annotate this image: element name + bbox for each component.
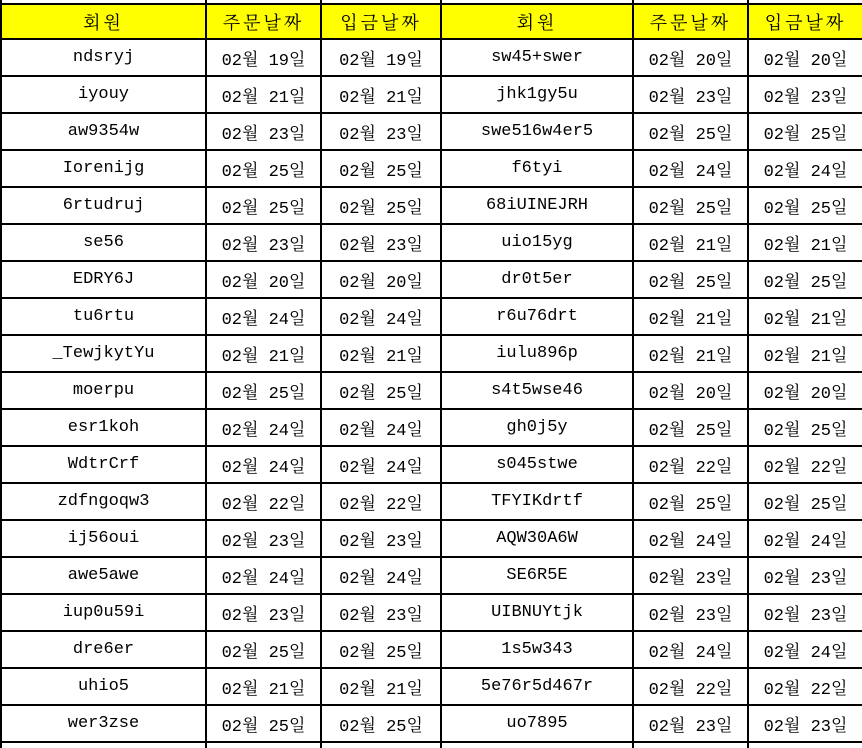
- member-cell[interactable]: AQW30A6W: [441, 520, 633, 557]
- deposit-date-cell[interactable]: 02월 25일: [748, 261, 862, 298]
- order-date-cell[interactable]: 02월 25일: [206, 187, 321, 224]
- header-deposit-date-right[interactable]: 입금날짜: [748, 4, 862, 39]
- order-date-cell[interactable]: 02월 23일: [633, 557, 748, 594]
- deposit-date-cell[interactable]: 02월 23일: [321, 224, 441, 261]
- table-row: [1, 113, 862, 150]
- deposit-date-cell[interactable]: 02월 22일: [748, 446, 862, 483]
- order-date-cell[interactable]: 02월 20일: [206, 261, 321, 298]
- member-cell[interactable]: tu6rtu: [1, 298, 206, 335]
- order-date-cell[interactable]: 02월 21일: [206, 76, 321, 113]
- deposit-date-cell[interactable]: 02월 23일: [748, 594, 862, 631]
- order-date-cell[interactable]: 02월 24일: [206, 557, 321, 594]
- deposit-date-cell[interactable]: 02월 23일: [748, 76, 862, 113]
- member-cell[interactable]: se56: [1, 224, 206, 261]
- member-cell[interactable]: TFYIKdrtf: [441, 483, 633, 520]
- member-cell[interactable]: 68iUINEJRH: [441, 187, 633, 224]
- member-cell[interactable]: 6rtudruj: [1, 187, 206, 224]
- member-cell[interactable]: zdfngoqw3: [1, 483, 206, 520]
- deposit-date-cell[interactable]: 02월 21일: [321, 335, 441, 372]
- member-cell[interactable]: esr1koh: [1, 409, 206, 446]
- table-row: [1, 483, 862, 520]
- partial-cell: [1, 742, 206, 748]
- deposit-date-cell[interactable]: 02월 19일: [321, 39, 441, 76]
- member-cell[interactable]: uhio5: [1, 668, 206, 705]
- order-date-cell[interactable]: 02월 25일: [633, 409, 748, 446]
- header-row: [1, 4, 862, 39]
- member-cell[interactable]: dre6er: [1, 631, 206, 668]
- table-row: [1, 76, 862, 113]
- header-member-right[interactable]: 회원: [441, 4, 633, 39]
- member-cell[interactable]: WdtrCrf: [1, 446, 206, 483]
- order-date-cell[interactable]: 02월 25일: [206, 705, 321, 742]
- order-date-cell[interactable]: 02월 20일: [633, 39, 748, 76]
- table-row: [1, 446, 862, 483]
- partial-cell: [633, 742, 748, 748]
- order-date-cell[interactable]: 02월 22일: [633, 668, 748, 705]
- table-row: [1, 187, 862, 224]
- order-date-cell[interactable]: 02월 25일: [206, 372, 321, 409]
- order-date-cell[interactable]: 02월 24일: [206, 298, 321, 335]
- member-cell[interactable]: iyouy: [1, 76, 206, 113]
- order-date-cell[interactable]: 02월 21일: [633, 224, 748, 261]
- table-row: [1, 520, 862, 557]
- deposit-date-cell[interactable]: 02월 25일: [321, 631, 441, 668]
- table-row: [1, 631, 862, 668]
- member-cell[interactable]: sw45+swer: [441, 39, 633, 76]
- table-row: [1, 705, 862, 742]
- member-cell[interactable]: f6tyi: [441, 150, 633, 187]
- deposit-date-cell[interactable]: 02월 23일: [321, 594, 441, 631]
- deposit-date-cell[interactable]: 02월 25일: [321, 372, 441, 409]
- order-date-cell[interactable]: 02월 19일: [206, 39, 321, 76]
- order-date-cell[interactable]: 02월 21일: [206, 335, 321, 372]
- deposit-date-cell[interactable]: 02월 25일: [748, 409, 862, 446]
- member-cell[interactable]: iulu896p: [441, 335, 633, 372]
- deposit-date-cell[interactable]: 02월 23일: [321, 113, 441, 150]
- deposit-date-cell[interactable]: 02월 25일: [748, 483, 862, 520]
- table-row: [1, 668, 862, 705]
- deposit-date-cell[interactable]: 02월 24일: [748, 520, 862, 557]
- deposit-date-cell[interactable]: 02월 21일: [748, 298, 862, 335]
- member-cell[interactable]: SE6R5E: [441, 557, 633, 594]
- deposit-date-cell[interactable]: 02월 24일: [321, 409, 441, 446]
- header-order-date-right[interactable]: 주문날짜: [633, 4, 748, 39]
- order-date-cell[interactable]: 02월 23일: [206, 520, 321, 557]
- deposit-date-cell[interactable]: 02월 21일: [748, 224, 862, 261]
- order-date-cell[interactable]: 02월 22일: [206, 483, 321, 520]
- table-row: [1, 298, 862, 335]
- order-date-cell[interactable]: 02월 20일: [633, 372, 748, 409]
- deposit-date-cell[interactable]: 02월 24일: [748, 631, 862, 668]
- order-date-cell[interactable]: 02월 23일: [206, 113, 321, 150]
- member-cell[interactable]: iup0u59i: [1, 594, 206, 631]
- cutoff-row-bottom: [1, 742, 862, 748]
- member-cell[interactable]: 5e76r5d467r: [441, 668, 633, 705]
- member-cell[interactable]: _TewjkytYu: [1, 335, 206, 372]
- member-cell[interactable]: jhk1gy5u: [441, 76, 633, 113]
- deposit-date-cell[interactable]: 02월 24일: [321, 557, 441, 594]
- table-row: [1, 150, 862, 187]
- member-cell[interactable]: moerpu: [1, 372, 206, 409]
- deposit-date-cell[interactable]: 02월 23일: [748, 557, 862, 594]
- deposit-date-cell[interactable]: 02월 20일: [748, 372, 862, 409]
- order-date-cell[interactable]: 02월 25일: [633, 113, 748, 150]
- member-cell[interactable]: aw9354w: [1, 113, 206, 150]
- order-date-cell[interactable]: 02월 23일: [206, 594, 321, 631]
- member-cell[interactable]: Iorenijg: [1, 150, 206, 187]
- deposit-date-cell[interactable]: 02월 20일: [748, 39, 862, 76]
- member-cell[interactable]: ij56oui: [1, 520, 206, 557]
- table-row: [1, 261, 862, 298]
- order-date-cell[interactable]: 02월 23일: [206, 224, 321, 261]
- order-date-cell[interactable]: 02월 22일: [633, 446, 748, 483]
- deposit-date-cell[interactable]: 02월 22일: [321, 483, 441, 520]
- deposit-date-cell[interactable]: 02월 23일: [321, 520, 441, 557]
- order-date-cell[interactable]: 02월 23일: [633, 705, 748, 742]
- table-row: [1, 372, 862, 409]
- member-cell[interactable]: ndsryj: [1, 39, 206, 76]
- order-date-cell[interactable]: 02월 21일: [633, 335, 748, 372]
- header-member-left[interactable]: 회원: [1, 4, 206, 39]
- order-date-cell[interactable]: 02월 25일: [206, 150, 321, 187]
- order-date-cell[interactable]: 02월 21일: [633, 298, 748, 335]
- order-date-cell[interactable]: 02월 24일: [633, 520, 748, 557]
- order-date-cell[interactable]: 02월 21일: [206, 668, 321, 705]
- order-date-cell[interactable]: 02월 23일: [633, 76, 748, 113]
- member-cell[interactable]: gh0j5y: [441, 409, 633, 446]
- order-date-cell[interactable]: 02월 25일: [633, 261, 748, 298]
- member-cell[interactable]: dr0t5er: [441, 261, 633, 298]
- table-row: [1, 335, 862, 372]
- partial-cell: [206, 742, 321, 748]
- table-row: [1, 224, 862, 261]
- header-order-date-left[interactable]: 주문날짜: [206, 4, 321, 39]
- table-row: [1, 557, 862, 594]
- member-cell[interactable]: EDRY6J: [1, 261, 206, 298]
- deposit-date-cell[interactable]: 02월 21일: [321, 76, 441, 113]
- order-date-cell[interactable]: 02월 24일: [206, 446, 321, 483]
- order-date-cell[interactable]: 02월 25일: [633, 187, 748, 224]
- member-cell[interactable]: r6u76drt: [441, 298, 633, 335]
- member-cell[interactable]: swe516w4er5: [441, 113, 633, 150]
- deposit-date-cell[interactable]: 02월 24일: [321, 298, 441, 335]
- deposit-date-cell[interactable]: 02월 21일: [748, 335, 862, 372]
- order-date-cell[interactable]: 02월 25일: [633, 483, 748, 520]
- deposit-date-cell[interactable]: 02월 21일: [321, 668, 441, 705]
- member-cell[interactable]: s045stwe: [441, 446, 633, 483]
- partial-cell: [748, 742, 862, 748]
- order-date-cell[interactable]: 02월 24일: [206, 409, 321, 446]
- table-row: [1, 409, 862, 446]
- member-cell[interactable]: uio15yg: [441, 224, 633, 261]
- order-date-cell[interactable]: 02월 24일: [633, 150, 748, 187]
- order-date-cell[interactable]: 02월 25일: [206, 631, 321, 668]
- deposit-date-cell[interactable]: 02월 25일: [748, 113, 862, 150]
- member-cell[interactable]: 1s5w343: [441, 631, 633, 668]
- table-row: [1, 594, 862, 631]
- deposit-date-cell[interactable]: 02월 22일: [748, 668, 862, 705]
- partial-cell: [321, 742, 441, 748]
- member-cell[interactable]: UIBNUYtjk: [441, 594, 633, 631]
- deposit-date-cell[interactable]: 02월 20일: [321, 261, 441, 298]
- deposit-date-cell[interactable]: 02월 25일: [321, 705, 441, 742]
- member-cell[interactable]: uo7895: [441, 705, 633, 742]
- deposit-date-cell[interactable]: 02월 24일: [321, 446, 441, 483]
- order-date-cell[interactable]: 02월 24일: [633, 631, 748, 668]
- deposit-date-cell[interactable]: 02월 23일: [748, 705, 862, 742]
- member-cell[interactable]: s4t5wse46: [441, 372, 633, 409]
- order-date-cell[interactable]: 02월 23일: [633, 594, 748, 631]
- deposit-date-cell[interactable]: 02월 25일: [321, 187, 441, 224]
- deposit-date-cell[interactable]: 02월 25일: [321, 150, 441, 187]
- header-deposit-date-left[interactable]: 입금날짜: [321, 4, 441, 39]
- table-row: [1, 39, 862, 76]
- deposit-date-cell[interactable]: 02월 24일: [748, 150, 862, 187]
- partial-cell: [441, 742, 633, 748]
- deposit-date-cell[interactable]: 02월 25일: [748, 187, 862, 224]
- member-cell[interactable]: awe5awe: [1, 557, 206, 594]
- member-cell[interactable]: wer3zse: [1, 705, 206, 742]
